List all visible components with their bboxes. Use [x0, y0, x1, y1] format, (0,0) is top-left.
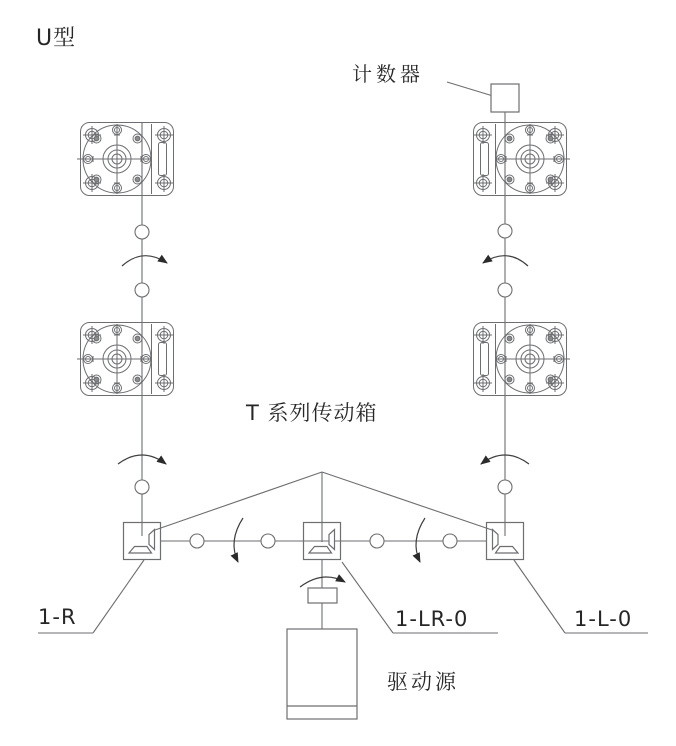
rotation-arrow-shaft-left — [234, 518, 243, 562]
model-label-middle: 1-LR-0 — [395, 607, 469, 631]
model-label-left: 1-R — [38, 605, 77, 629]
tseries-leader-right — [322, 472, 492, 530]
tseries-label: T 系列传动箱 — [246, 401, 378, 425]
label-1lr0-leader — [342, 562, 393, 633]
label-1r-leader — [93, 560, 144, 633]
motor-coupling-block — [308, 588, 337, 603]
tseries-leader-left — [155, 472, 322, 530]
diagram-title: U型 — [36, 26, 77, 51]
model-label-right: 1-L-0 — [574, 607, 633, 631]
shaft-couplings — [135, 224, 512, 548]
counter-label: 计数器 — [352, 62, 424, 86]
rotation-arrow-left-upper — [122, 256, 167, 266]
gearbox-mid-left — [77, 323, 174, 396]
label-1l0-leader — [514, 560, 565, 633]
rotation-arrow-shaft-right — [416, 518, 425, 562]
gearbox-mid-right — [474, 323, 571, 396]
drive-source-label: 驱动源 — [387, 670, 459, 694]
gearbox-top-right — [474, 123, 571, 196]
counter-leader — [447, 82, 493, 96]
counter-box — [491, 84, 519, 112]
gearbox-top-left — [77, 123, 174, 196]
